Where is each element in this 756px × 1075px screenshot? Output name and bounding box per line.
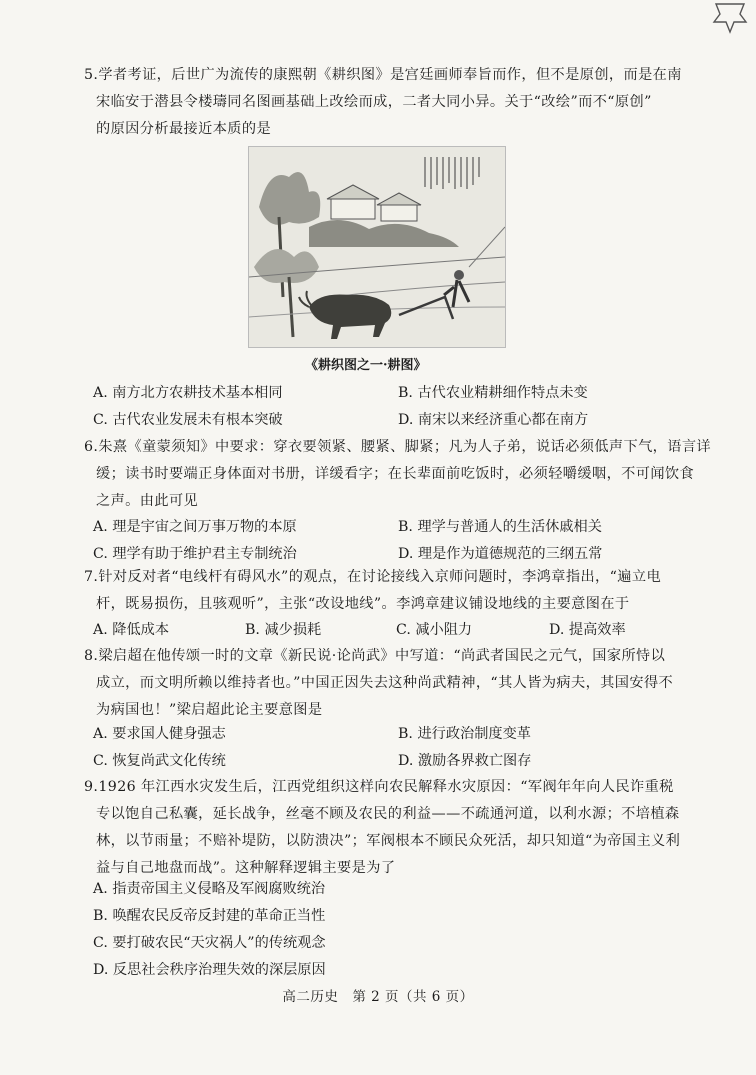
question-8-line-3: 为病国也！”梁启超此论主要意图是 <box>96 702 323 718</box>
q6-option-b[interactable]: B. 理学与普通人的生活休戚相关 <box>398 519 602 535</box>
question-6-options <box>93 514 683 568</box>
q8-option-b[interactable]: B. 进行政治制度变革 <box>398 726 531 742</box>
question-8-line-2: 成立，而文明所赖以维持者也。”中国正因失去这种尚武精神，“其人皆为病夫，其国安得不 <box>96 675 674 691</box>
question-6-line-2: 缓；读书时要端正身体面对书册，详缓看字；在长辈面前吃饭时，必须轻嚼缓咽，不可闻饮食 <box>96 466 695 482</box>
question-5-line-1: 5.学者考证，后世广为流传的康熙朝《耕织图》是宫廷画师奉旨而作，但不是原创，而是在南 <box>84 67 682 83</box>
q7-option-c[interactable]: C. 减小阻力 <box>396 622 473 638</box>
question-7 <box>84 564 684 618</box>
q8-option-a[interactable]: A. 要求国人健身强志 <box>93 726 226 742</box>
question-8-options <box>93 721 683 775</box>
question-6 <box>84 434 712 515</box>
plowing-illustration <box>248 146 506 348</box>
question-9-line-3: 林，以节雨量；不赔补堤防，以防溃决”；军阀根本不顾民众死活，却只知道“为帝国主义利 <box>96 833 681 849</box>
question-9-line-2: 专以饱自己私囊，延长战争，丝毫不顾及农民的利益——不疏通河道，以利水源；不培植森 <box>96 806 680 822</box>
question-7-line-1: 7.针对反对者“电线杆有碍风水”的观点，在讨论接线入京师问题时，李鸿章指出，“遍立电 <box>84 569 662 585</box>
question-5 <box>84 62 684 143</box>
q7-option-b[interactable]: B. 减少损耗 <box>245 622 322 638</box>
q6-option-c[interactable]: C. 理学有助于维护君主专制统治 <box>93 546 297 562</box>
q8-option-c[interactable]: C. 恢复尚武文化传统 <box>93 753 226 769</box>
question-9-line-1: 9.1926 年江西水灾发生后，江西党组织这样向农民解释水灾原因：“军阀年年向人民诈重税 <box>84 779 674 795</box>
q9-option-a[interactable]: A. 指责帝国主义侵略及军阀腐败统治 <box>93 881 326 897</box>
q6-option-a[interactable]: A. 理是宇宙之间万事万物的本原 <box>93 519 297 535</box>
question-9 <box>84 774 684 882</box>
question-8-line-1: 8.梁启超在他传颂一时的文章《新民说·论尚武》中写道：“尚武者国民之元气，国家所恃以 <box>84 648 666 664</box>
q5-option-c[interactable]: C. 古代农业发展未有根本突破 <box>93 412 283 428</box>
q9-option-b[interactable]: B. 唤醒农民反帝反封建的革命正当性 <box>93 908 326 924</box>
q5-option-a[interactable]: A. 南方北方农耕技术基本相同 <box>93 385 283 401</box>
question-6-line-1: 6.朱熹《童蒙须知》中要求：穿衣要领紧、腰紧、脚紧；凡为人子弟，说话必须低声下气，语言详 <box>84 439 712 455</box>
figure-caption: 《耕织图之一·耕图》 <box>305 358 427 373</box>
q8-option-d[interactable]: D. 激励各界救亡图存 <box>398 753 532 769</box>
q5-option-d[interactable]: D. 南宋以来经济重心都在南方 <box>398 412 589 428</box>
corner-stamp-icon <box>710 0 750 36</box>
q9-option-c[interactable]: C. 要打破农民“天灾祸人”的传统观念 <box>93 935 326 951</box>
question-5-line-2: 宋临安于潜县令楼璹同名图画基础上改绘而成，二者大同小异。关于“改绘”而不“原创” <box>96 94 652 110</box>
question-5-line-3: 的原因分析最接近本质的是 <box>96 121 272 137</box>
question-7-options <box>93 617 683 644</box>
q7-option-a[interactable]: A. 降低成本 <box>93 622 170 638</box>
page-footer: 高二历史 第 2 页（共 6 页） <box>282 989 474 1005</box>
question-9-options <box>93 876 683 984</box>
question-8 <box>84 643 684 724</box>
q9-option-d[interactable]: D. 反思社会秩序治理失效的深层原因 <box>93 962 326 978</box>
question-5-options <box>93 380 683 434</box>
plowing-scene-image <box>249 147 505 347</box>
question-6-line-3: 之声。由此可见 <box>96 493 199 509</box>
question-7-line-2: 杆，既易损伤，且骇观听”，主张“改设地线”。李鸿章建议铺设地线的主要意图在于 <box>96 596 630 612</box>
question-9-line-4: 益与自己地盘而战”。这种解释逻辑主要是为了 <box>96 860 396 876</box>
q5-option-b[interactable]: B. 古代农业精耕细作特点未变 <box>398 385 588 401</box>
q6-option-d[interactable]: D. 理是作为道德规范的三纲五常 <box>398 546 603 562</box>
q7-option-d[interactable]: D. 提高效率 <box>549 622 626 638</box>
